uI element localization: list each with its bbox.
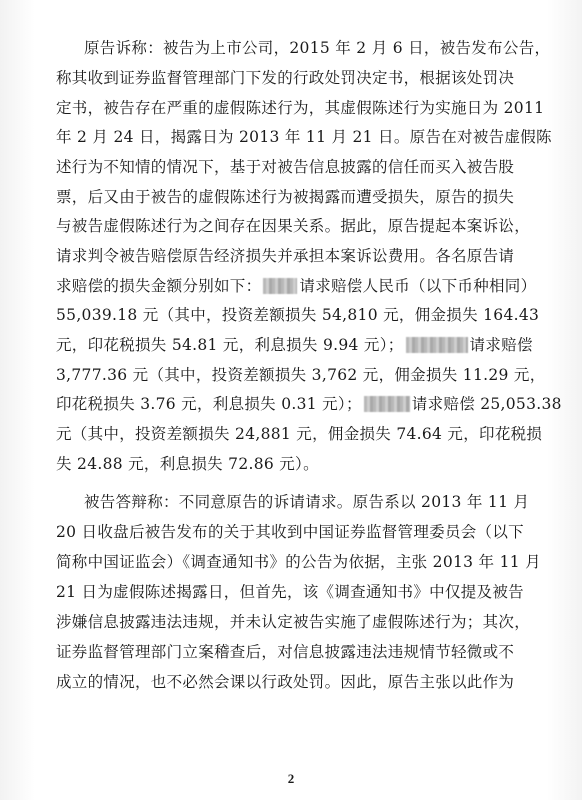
paragraph-1-line: 定书，被告存在严重的虚假陈述行为，其虚假陈述行为实施日为 2011 [56, 99, 545, 117]
paragraph-1-line: 称其收到证券监督管理部门下发的行政处罚决定书，根据该处罚决 [56, 69, 515, 87]
paragraph-1-line: 55,039.18 元（其中，投资差额损失 54,810 元，佣金损失 164.43 [56, 306, 540, 324]
paragraph-1-line: 票，后又由于被告的虚假陈述行为被揭露而遭受损失，原告的损失 [56, 188, 515, 206]
redacted-plaintiff-name [263, 278, 297, 294]
paragraph-1-line: 述行为不知情的情况下，基于对被告信息披露的信任而买入被告股 [56, 158, 515, 176]
paragraph-2-line: 涉嫌信息披露违法违规，并未认定被告实施了虚假陈述行为；其次， [56, 613, 531, 631]
paragraph-2-line: 20 日收盘后被告发布的关于其收到中国证券监督管理委员会（以下 [56, 523, 524, 541]
paragraph-1-line [56, 335, 533, 355]
paragraph-1-line: 请求判令被告赔偿原告经济损失并承担本案诉讼费用。各名原告请 [56, 247, 515, 265]
paragraph-1-line [56, 394, 562, 414]
paragraph-2-line: 成立的情况，也不必然会课以行政处罚。因此，原告主张以此作为 [56, 673, 515, 691]
claim-text: 请求赔偿 25,053.38 [411, 395, 562, 413]
paragraph-2-line: 被告答辩称：不同意原告的诉请请求。原告系以 2013 年 11 月 [84, 493, 530, 511]
claim-text: 请求赔偿 [469, 336, 533, 354]
claim-text: 请求赔偿人民币（以下币种相同） [299, 277, 537, 295]
paragraph-2-line: 证券监督管理部门立案稽查后，对信息披露违法违规情节轻微或不 [56, 643, 515, 661]
paragraph-1-line: 失 24.88 元，利息损失 72.86 元）。 [56, 455, 319, 473]
paragraph-1-line: 3,777.36 元（其中，投资差额损失 3,762 元，佣金损失 11.29 元， [56, 366, 546, 384]
redacted-plaintiff-name [364, 396, 410, 412]
paragraph-2-line: 简称中国证监会）《调查通知书》的公告为依据，主张 2013 年 11 月 [56, 553, 541, 571]
paragraph-1-line: 年 2 月 24 日，揭露日为 2013 年 11 月 21 日。原告在对被告虚假陈 [56, 128, 552, 146]
paragraph-1-line: 元（其中，投资差额损失 24,881 元，佣金损失 74.64 元，印花税损 [56, 425, 543, 443]
redacted-plaintiff-name [406, 337, 468, 353]
page-number: 2 [287, 771, 295, 786]
claim-text: 印花税损失 3.76 元，利息损失 0.31 元）； [56, 395, 362, 413]
paragraph-1-line [56, 276, 537, 296]
claim-text: 元，印花税损失 54.81 元，利息损失 9.94 元）； [56, 336, 404, 354]
paragraph-1-line: 原告诉称：被告为上市公司，2015 年 2 月 6 日，被告发布公告， [84, 39, 551, 57]
paragraph-1-line: 与被告虚假陈述行为之间存在因果关系。据此，原告提起本案诉讼， [56, 217, 531, 235]
claim-intro-text: 求赔偿的损失金额分别如下： [56, 277, 262, 295]
paragraph-2-line: 21 日为虚假陈述揭露日，但首先，该《调查通知书》中仅提及被告 [56, 583, 524, 601]
